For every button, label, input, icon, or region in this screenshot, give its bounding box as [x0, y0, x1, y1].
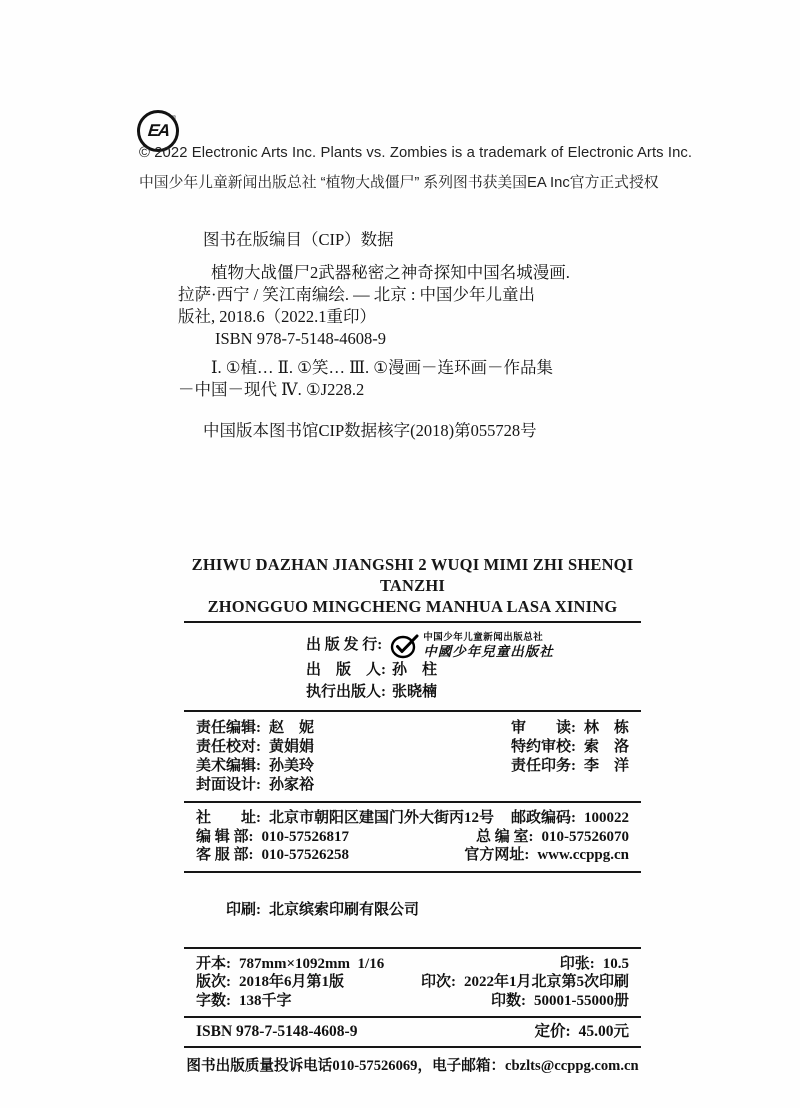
contact-label: 邮政编码: — [511, 810, 576, 826]
staff-right-column — [511, 719, 629, 795]
checkmark-icon — [390, 632, 420, 659]
staff-value: 孙家裕 — [269, 777, 315, 793]
staff-value: 索 洛 — [583, 739, 629, 755]
contact-row — [196, 809, 629, 828]
staff-row — [196, 719, 314, 738]
cip-isbn-line: ISBN 978-7-5148-4608-9 — [215, 329, 386, 348]
authorization-line-chinese: 中国少年儿童新闻出版总社 “植物大战僵尸” 系列图书获美国EA Inc官方正式授权 — [139, 175, 659, 191]
cip-body-line: 版社, 2018.6（2022.1重印） — [178, 307, 376, 326]
pinyin-title-line1: ZHIWU DAZHAN JIANGSHI 2 WUQI MIMI ZHI SHENQI TANZHI — [191, 555, 634, 595]
staff-row — [511, 757, 629, 776]
publisher-logo-text — [423, 633, 554, 658]
contact-row — [196, 828, 629, 847]
cip-body-line: 植物大战僵尸2武器秘密之神奇探知中国名城漫画. — [211, 263, 570, 282]
publisher-logo-line2: 中國少年兒童出版社 — [423, 643, 554, 659]
colophon — [184, 554, 641, 1076]
staff-value: 黄娟娟 — [269, 739, 315, 755]
edition-value: 138千字 — [239, 992, 292, 1009]
contact-value: 北京市朝阳区建国门外大街丙12号 — [269, 810, 495, 826]
staff-label: 责任编辑: — [196, 720, 261, 736]
edition-value: 787mm×1092mm 1/16 — [239, 955, 385, 972]
printing-row — [196, 882, 629, 939]
edition-label: 字数: — [196, 992, 231, 1009]
cip-body-line: 拉萨·西宁 / 笑江南编绘. — 北京 : 中国少年儿童出 — [178, 285, 536, 304]
contact-right — [464, 846, 629, 865]
cip-class-line: －中国－现代 Ⅳ. ①J228.2 — [178, 380, 365, 399]
edition-left — [196, 955, 384, 974]
staff-row — [196, 738, 314, 757]
contact-label: 社 址: — [196, 810, 261, 826]
edition-label: 开本: — [196, 955, 231, 972]
contact-right — [476, 828, 629, 847]
edition-left — [196, 973, 344, 992]
edition-label: 印数: — [491, 992, 526, 1009]
contact-value: 010-57526817 — [261, 828, 349, 845]
publishing-row — [306, 632, 641, 659]
ea-logo-text: EA — [146, 121, 170, 140]
cip-heading: 图书在版编目（CIP）数据 — [203, 230, 394, 249]
staff-row — [511, 719, 629, 738]
edition-left — [196, 992, 292, 1011]
registered-trademark-mark: ® — [171, 116, 176, 122]
contact-label: 客 服 部: — [196, 847, 254, 863]
copyright-line-english: © 2022 Electronic Arts Inc. Plants vs. Zombies is a trademark of Electronic Arts Inc. — [139, 145, 693, 161]
edition-value: 10.5 — [602, 955, 629, 972]
edition-row — [196, 992, 629, 1011]
edition-label: 印次: — [420, 974, 456, 990]
printing-label: 印刷: — [226, 901, 261, 918]
staff-value: 孙美玲 — [269, 758, 315, 774]
cip-class-line: Ⅰ. ①植… Ⅱ. ①笑… Ⅲ. ①漫画－连环画－作品集 — [211, 358, 554, 377]
publishing-label: 出 版 发 行: — [306, 637, 383, 653]
contact-label: 编 辑 部: — [196, 828, 254, 845]
staff-row — [196, 757, 314, 776]
publisher-person-label: 出 版 人: — [306, 662, 386, 678]
staff-label: 特约审校: — [510, 739, 576, 755]
price — [534, 1022, 629, 1042]
contact-left — [196, 828, 349, 847]
staff-value: 林 栋 — [583, 720, 629, 736]
cip-record-number: 中国版本图书馆CIP数据核字(2018)第055728号 — [203, 421, 537, 440]
quality-complaint-line: 图书出版质量投诉电话010-57526069，电子邮箱：cbzlts@ccppg.com.cn — [186, 1058, 639, 1074]
cip-description — [178, 262, 658, 350]
staff-value: 赵 妮 — [269, 720, 315, 736]
price-value: 45.00元 — [578, 1023, 629, 1040]
executive-publisher-row — [306, 682, 641, 703]
cip-classification — [178, 357, 658, 401]
contact-label: 总 编 室: — [476, 828, 534, 845]
publisher-logo — [390, 632, 554, 659]
edition-row — [196, 973, 629, 992]
publisher-section — [184, 623, 641, 710]
contact-value: www.ccppg.cn — [537, 847, 629, 863]
staff-section — [184, 712, 641, 801]
executive-publisher-value: 张晓楠 — [392, 684, 438, 700]
edition-right — [491, 992, 629, 1011]
price-label: 定价: — [534, 1023, 571, 1040]
staff-row — [511, 738, 629, 757]
publisher-logo-line1: 中国少年儿童新闻出版总社 — [423, 632, 544, 643]
contact-left — [196, 846, 349, 865]
contact-row — [196, 846, 629, 865]
printing-section — [184, 873, 641, 947]
edition-right — [421, 973, 629, 992]
publisher-person-row — [306, 660, 641, 681]
staff-label: 美术编辑: — [196, 758, 261, 774]
staff-label: 封面设计: — [196, 777, 261, 793]
edition-value: 50001-55000册 — [534, 992, 629, 1009]
edition-label: 版次: — [196, 974, 231, 990]
executive-publisher-label: 执行出版人: — [306, 684, 386, 700]
edition-label: 印张: — [559, 955, 595, 972]
contact-right — [511, 809, 629, 828]
edition-section — [184, 949, 641, 1017]
staff-label: 责任校对: — [196, 739, 261, 755]
staff-left-column — [196, 719, 314, 795]
publisher-person-value: 孙 柱 — [392, 662, 438, 678]
isbn-section — [184, 1018, 641, 1046]
staff-value: 李 洋 — [583, 758, 629, 774]
staff-row — [196, 776, 314, 795]
edition-value: 2022年1月北京第5次印刷 — [463, 974, 629, 990]
contact-value: 010-57526258 — [261, 847, 349, 863]
isbn-number: ISBN 978-7-5148-4608-9 — [196, 1023, 358, 1040]
printing-value: 北京缤索印刷有限公司 — [269, 901, 420, 918]
contact-label: 官方网址: — [464, 847, 530, 863]
pinyin-title-line2: ZHONGGUO MINGCHENG MANHUA LASA XINING — [207, 597, 618, 616]
edition-right — [560, 955, 629, 974]
contact-section — [184, 803, 641, 871]
edition-row — [196, 955, 629, 974]
contact-value: 100022 — [584, 810, 629, 826]
contact-value: 010-57526070 — [541, 828, 629, 845]
staff-label: 审 读: — [510, 720, 576, 736]
edition-value: 2018年6月第1版 — [239, 974, 345, 990]
contact-left — [196, 809, 494, 828]
staff-label: 责任印务: — [510, 758, 576, 774]
